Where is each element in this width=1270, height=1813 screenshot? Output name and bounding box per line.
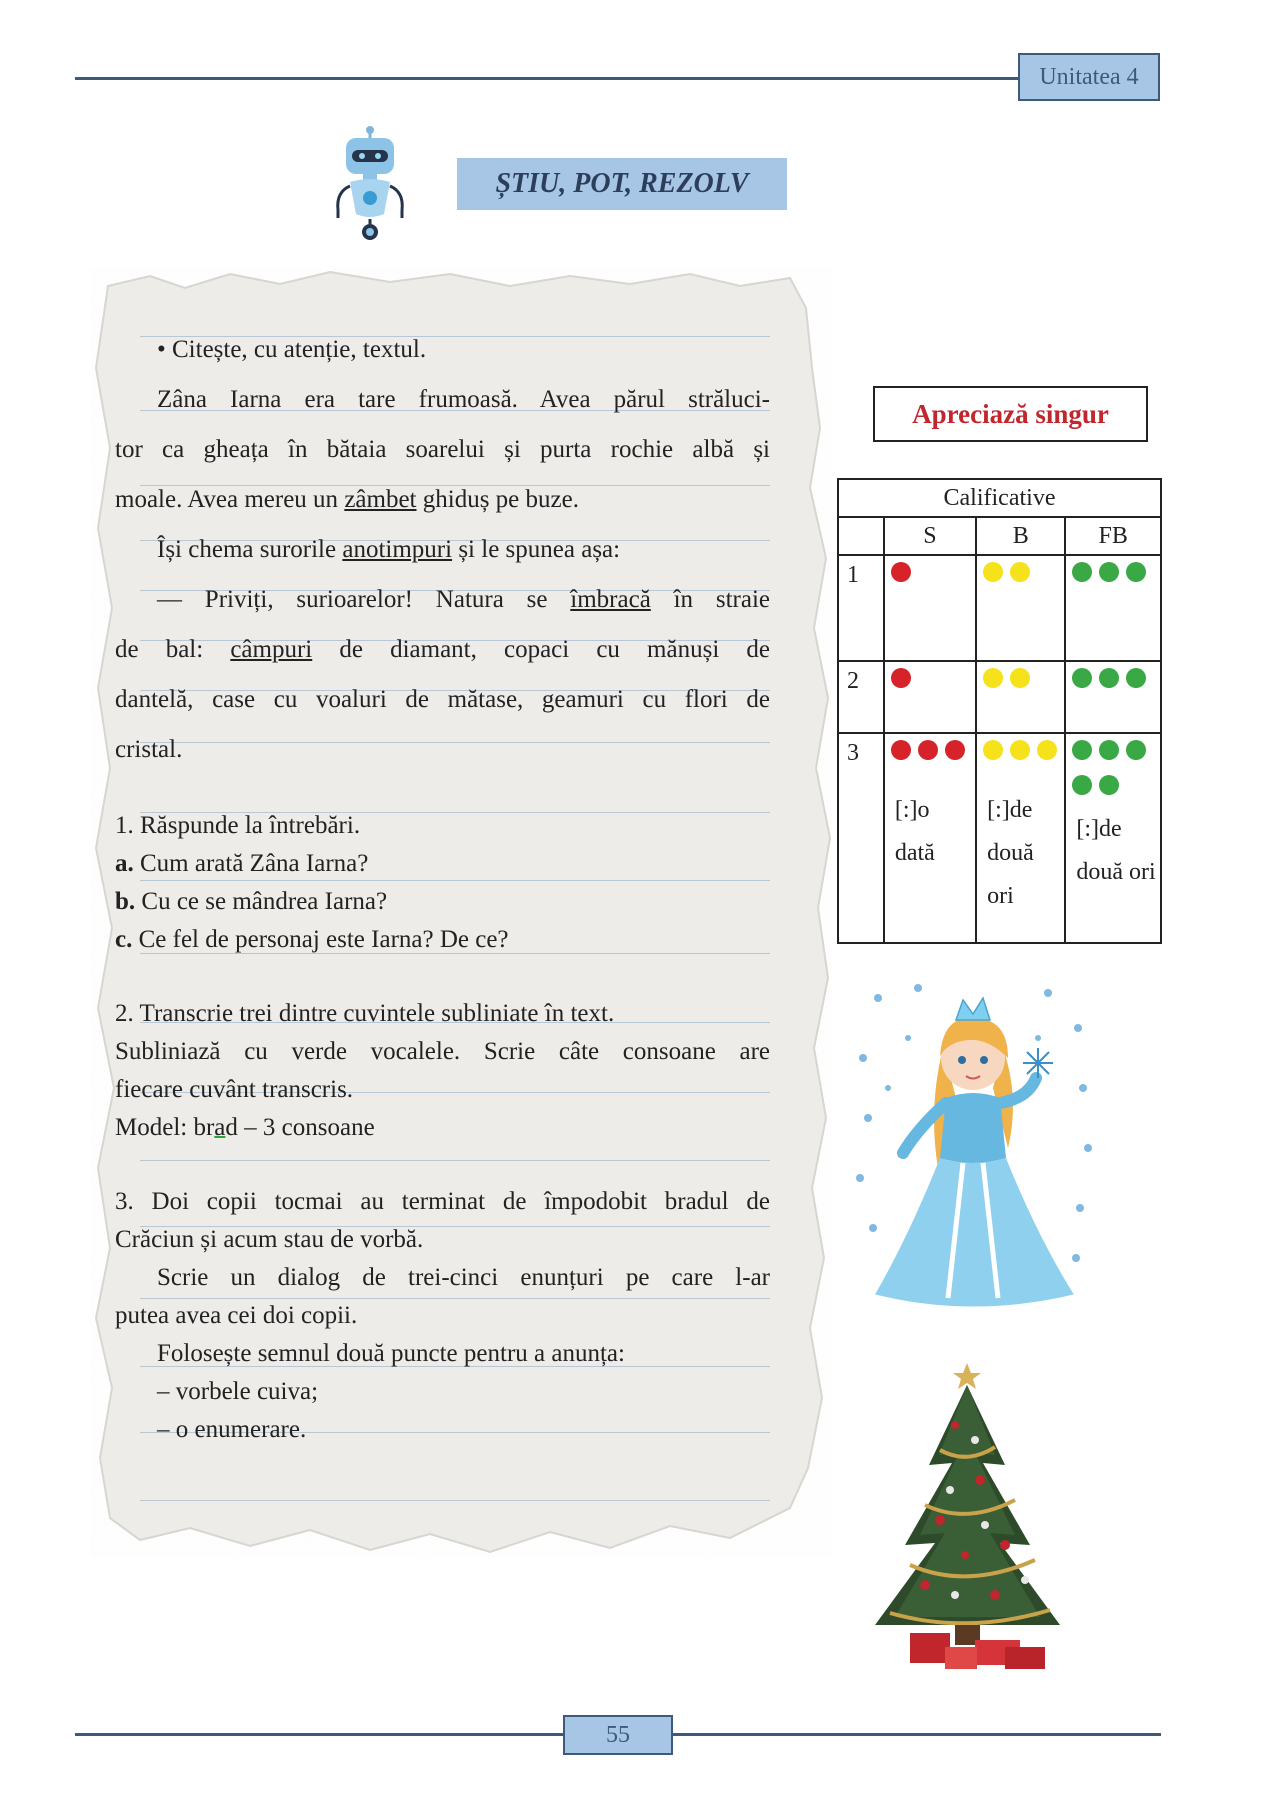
exercise-3-line: – o enumerare. [157,1416,307,1443]
row-number: 3 [838,733,884,943]
rating-cell [884,555,976,661]
exercise-2-line: fiecare cuvânt transcris. [115,1076,354,1103]
rating-cell [976,661,1065,733]
rating-cell [1065,733,1161,943]
footer-rule [671,1733,1161,1736]
exercise-1-title: 1. Răspunde la întrebări. [115,812,361,839]
col-header: FB [1065,517,1161,555]
page-number: 55 [563,1715,673,1755]
snow-princess-image [848,978,1098,1328]
section-title: ȘTIU, POT, REZOLV [457,158,787,210]
row-number: 2 [838,661,884,733]
header-rule [75,77,1075,80]
text-line: Își chema surorile anotimpuri și le spunea așa: [157,536,621,563]
rating-cell [884,733,976,943]
exercise-2-line: 2. Transcrie trei dintre cuvintele subliniate în text. [115,1000,615,1027]
footer-rule [75,1733,565,1736]
exercise-3-line: 3. Doi copii tocmai au terminat de împodobit bradul de [115,1188,770,1215]
table-title: Calificative [838,479,1161,517]
text-line: moale. Avea mereu un zâmbet ghiduș pe buze. [115,486,579,513]
rating-cell [1065,555,1161,661]
text-line: — Priviți, surioarelor! Natura se îmbracă în straie [157,586,771,613]
exercise-3-line: Crăciun și acum stau de vorbă. [115,1226,424,1253]
robot-icon [330,126,410,246]
grade-table [837,478,1162,944]
question-c: c. Ce fel de personaj este Iarna? De ce? [115,926,509,953]
rating-cell [1065,661,1161,733]
self-assessment-label: Apreciază singur [873,386,1148,442]
text-line: tor ca gheața în bătaia soarelui și purta rochie albă și [115,436,770,463]
exercise-3-line: Scrie un dialog de trei-cinci enunțuri pe care l-ar [157,1264,770,1291]
question-b: b. Cu ce se mândrea Iarna? [115,888,388,915]
rating-cell [976,555,1065,661]
frequency-text: [:]o dată [894,797,935,866]
frequency-text: [:]de două ori [987,797,1034,909]
exercise-2-line: Subliniază cu verde vocalele. Scrie câte consoane are [115,1038,770,1065]
question-a: a. Cum arată Zâna Iarna? [115,850,369,877]
rating-cell [884,661,976,733]
frequency-text: [:]de două ori [1076,816,1156,885]
text-line: de bal: câmpuri de diamant, copaci cu mănuși de [115,636,770,663]
exercise-3-line: putea avea cei doi copii. [115,1302,358,1329]
christmas-tree-image [855,1355,1080,1675]
rating-cell [976,733,1065,943]
text-line: Zâna Iarna era tare frumoasă. Avea părul străluci- [157,386,770,413]
text-line: cristal. [115,736,183,763]
unit-label: Unitatea 4 [1018,53,1160,101]
col-header: B [976,517,1065,555]
col-header: S [884,517,976,555]
row-number: 1 [838,555,884,661]
exercise-3-line: – vorbele cuiva; [157,1378,319,1405]
exercise-3-line: Folosește semnul două puncte pentru a anunța: [157,1340,625,1367]
exercise-2-model: Model: brad – 3 consoane [115,1114,375,1141]
text-line: dantelă, case cu voaluri de mătase, geamuri cu flori de [115,686,770,713]
instruction: • Citește, cu atenție, textul. [157,336,427,363]
